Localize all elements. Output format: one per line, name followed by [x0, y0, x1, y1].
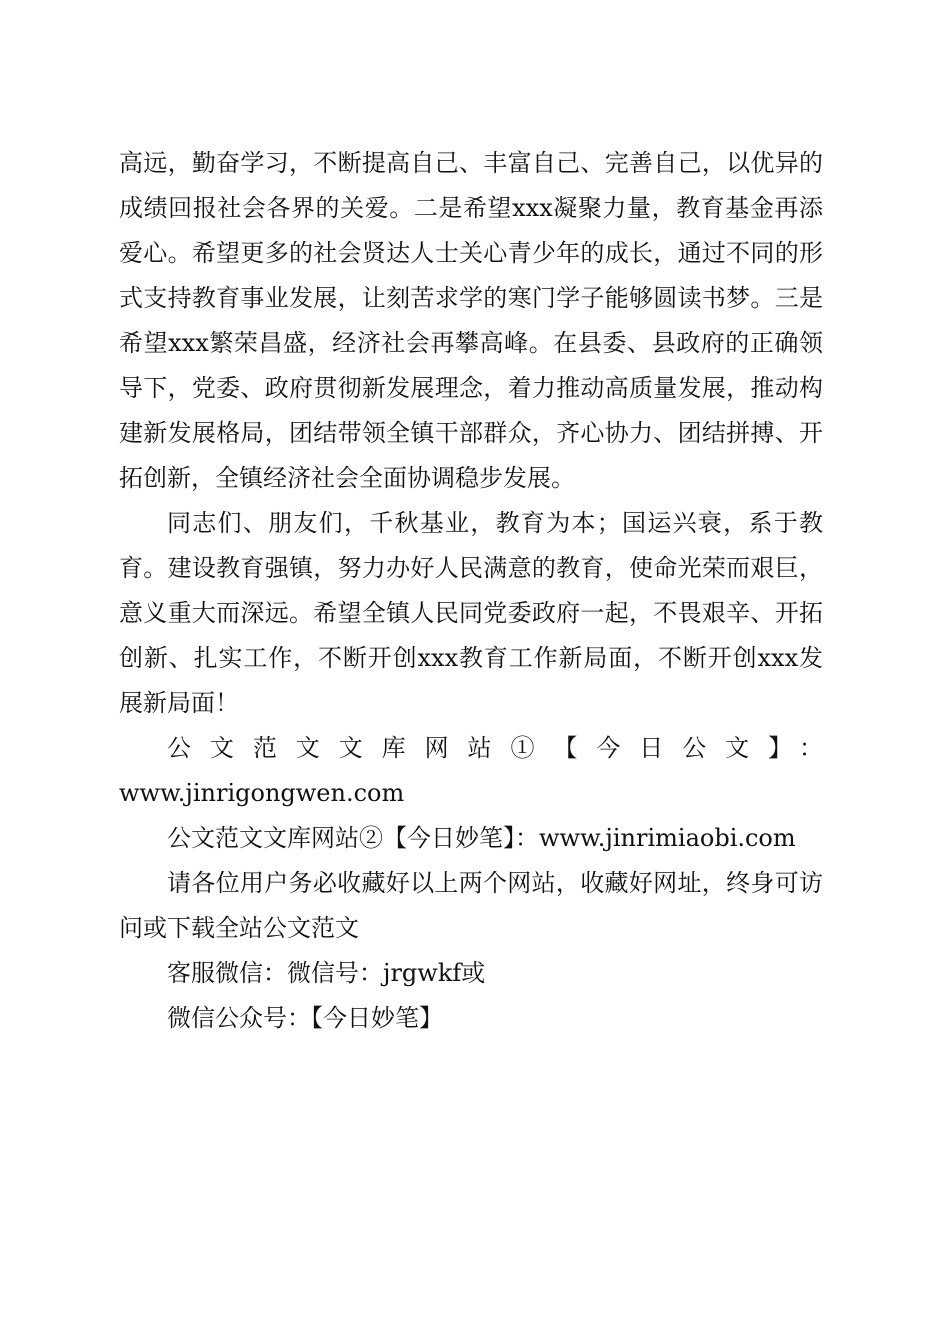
official-account: 微信公众号：【今日妙笔】 [167, 1004, 443, 1032]
site2-label: 公文范文文库网站②【今日妙笔】： [167, 824, 539, 852]
site1-label: 公文范文文库网站①【今日公文】： [167, 734, 823, 762]
paragraph-closing: 同志们、朋友们，千秋基业，教育为本；国运兴衰，系于教育。建设教育强镇，努力办好人民满意的教育，使命光荣而艰巨，意义重大而深远。希望全镇人民同党委政府一起，不畏艰辛、开拓创新、扎实工作，不断开创xxx教育工作新局面，不断开创xxx发展新局面！ [119, 509, 823, 717]
document-body [119, 141, 823, 1041]
site2-line [119, 816, 823, 861]
bookmark-notice: 请各位用户务必收藏好以上两个网站，收藏好网址，终身可访问或下载全站公文范文 [119, 869, 823, 942]
site1-line [119, 726, 823, 771]
site2-url-link[interactable]: www.jinrimiaobi.com [539, 824, 796, 852]
site1-url-link[interactable]: www.jinrigongwen.com [119, 779, 405, 807]
service-wechat: 客服微信：微信号：jrgwkf或 [167, 959, 486, 987]
paragraph-hopes: 高远，勤奋学习，不断提高自己、丰富自己、完善自己，以优异的成绩回报社会各界的关爱。二是希望xxx凝聚力量，教育基金再添爱心。希望更多的社会贤达人士关心青少年的成长，通过不同的形式支持教育事业发展，让刻苦求学的寒门学子能够圆读书梦。三是希望xxx繁荣昌盛，经济社会再攀高峰。在县委、县政府的正确领导下，党委、政府贯彻新发展理念，着力推动高质量发展，推动构建新发展格局，团结带领全镇干部群众，齐心协力、团结拼搏、开拓创新，全镇经济社会全面协调稳步发展。 [119, 149, 823, 492]
site1-url-line [119, 771, 823, 816]
